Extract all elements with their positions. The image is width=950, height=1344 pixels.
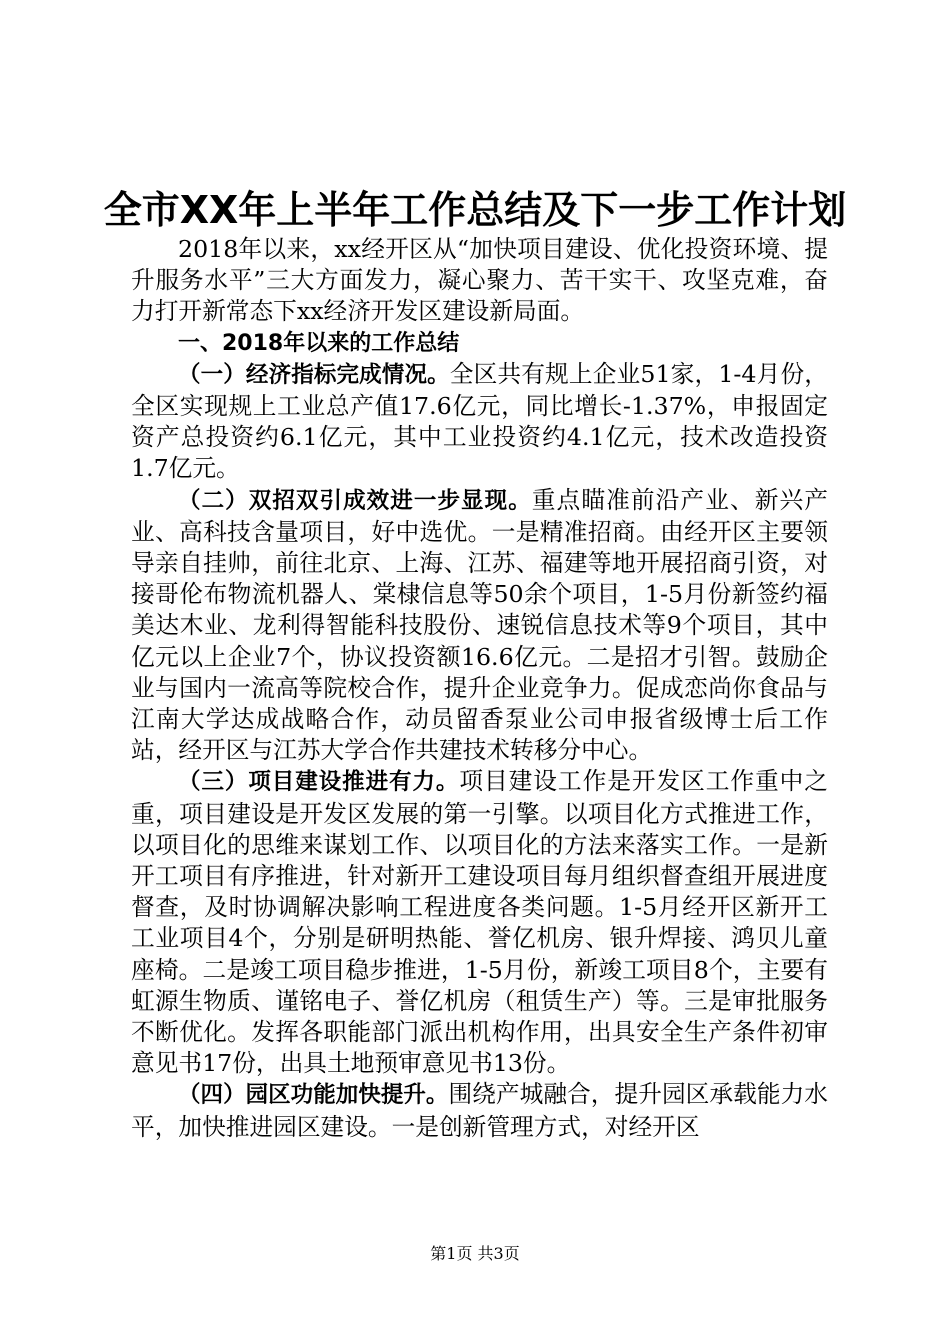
item-1-text: 全区共有规上企业51家，1-4月份，全区实现规上工业总产值17.6亿元，同比增长-1.37%，申报固定资产总投资约6.1亿元，其中工业投资约4.1亿元，技术改造投资1.7亿元。 (131, 359, 828, 483)
document-title: 全市XX年上半年工作总结及下一步工作计划 (103, 188, 847, 232)
item-2-heading: （二）双招双引成效进一步显现。 (178, 487, 532, 514)
section-heading: 一、2018年以来的工作总结 (178, 330, 460, 356)
paragraph-item-2 (131, 485, 828, 767)
item-3-heading: （三）项目建设推进有力。 (178, 769, 460, 796)
intro-paragraph: 2018年以来，xx经开区从“加快项目建设、优化投资环境、提升服务水平”三大方面发力，凝心聚力、苦干实干、攻坚克难，奋力打开新常态下xx经济开发区建设新局面。 (131, 235, 828, 326)
paragraph-item-1 (131, 359, 828, 485)
item-4-heading: （四）园区功能加快提升。 (178, 1082, 449, 1109)
paragraph-item-3 (131, 766, 828, 1079)
item-2-text: 重点瞄准前沿产业、新兴产业、高科技含量项目，好中选优。一是精准招商。由经开区主要领导亲自挂帅，前往北京、上海、江苏、福建等地开展招商引资，对接哥伦布物流机器人、棠棣信息等50余个项目，1-5月份新签约福美达木业、龙利得智能科技股份、速锐信息技术等9个项目，其中亿元以上企业7个，协议投资额16.6亿元。二是招才引智。鼓励企业与国内一流高等院校合作，提升企业竞争力。促成恋尚你食品与江南大学达成战略合作，动员留香泵业公司申报省级博士后工作站，经开区与江苏大学合作共建技术转移分中心。 (131, 485, 828, 765)
page-footer: 第1页 共3页 (430, 1244, 520, 1263)
document-body (131, 234, 828, 1143)
item-3-text: 项目建设工作是开发区工作重中之重，项目建设是开发区发展的第一引擎。以项目化方式推进工作，以项目化的思维来谋划工作、以项目化的方法来落实工作。一是新开工项目有序推进，针对新开工建设项目每月组织督查组开展进度督查，及时协调解决影响工程进度各类问题。1-5月经开区新开工工业项目4个，分别是研明热能、誉亿机房、银升焊接、鸿贝儿童座椅。二是竣工项目稳步推进，1-5月份，新竣工项目8个，主要有虹源生物质、谨铭电子、誉亿机房（租赁生产）等。三是审批服务不断优化。发挥各职能部门派出机构作用，出具安全生产条件初审意见书17份，出具土地预审意见书13份。 (131, 767, 828, 1078)
item-4-text: 围绕产城融合，提升园区承载能力水平，加快推进园区建设。一是创新管理方式，对经开区 (131, 1080, 828, 1141)
paragraph-item-4 (131, 1079, 828, 1142)
item-1-heading: （一）经济指标完成情况。 (178, 361, 450, 388)
